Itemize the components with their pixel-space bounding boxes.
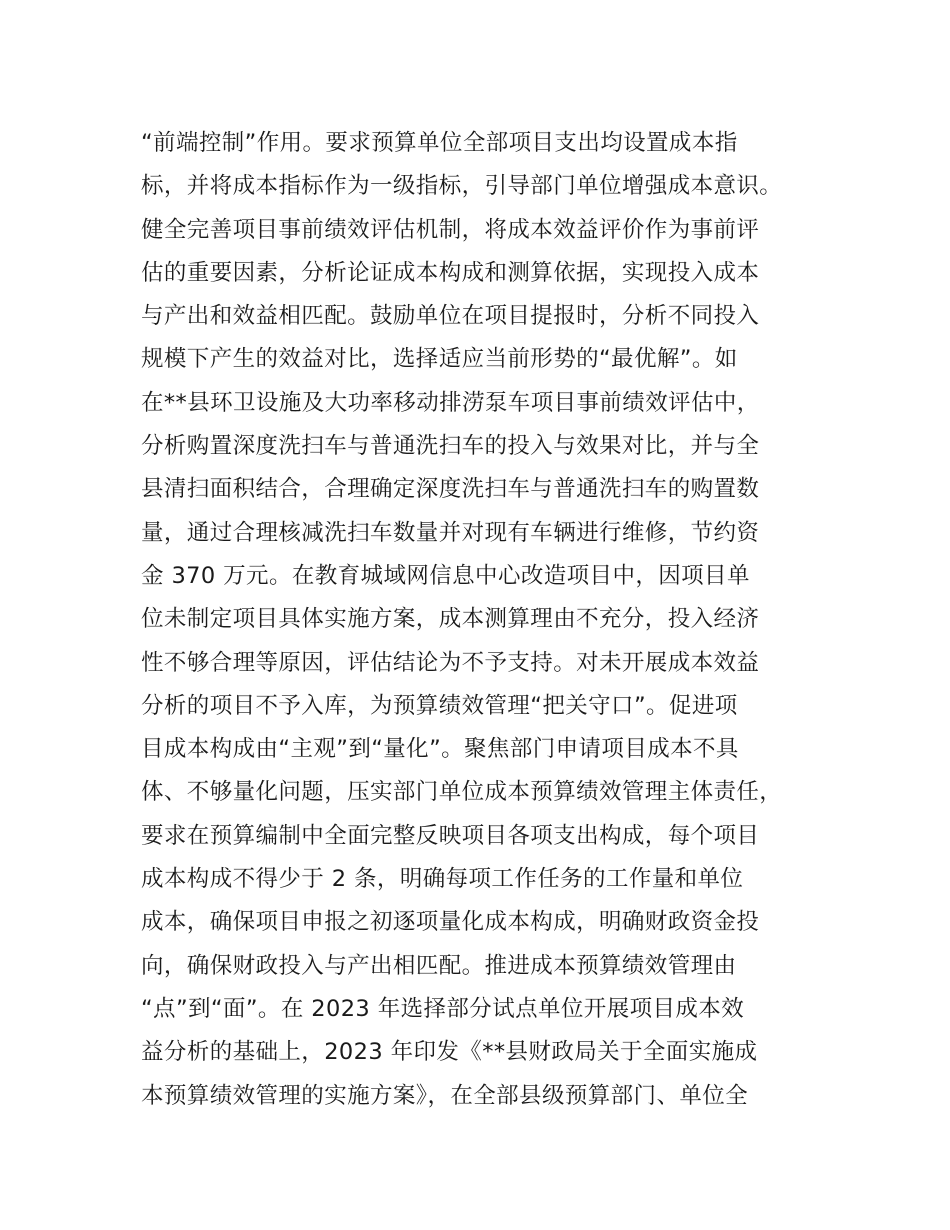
text-line: 成本构成不得少于 2 条，明确每项工作任务的工作量和单位 xyxy=(141,866,744,893)
text-line: 与产出和效益相匹配。鼓励单位在项目提报时，分析不同投入 xyxy=(141,303,760,330)
body-text xyxy=(141,122,841,1118)
text-line: 要求在预算编制中全面完整反映项目各项支出构成，每个项目 xyxy=(141,822,760,849)
text-line: 体、不够量化问题，压实部门单位成本预算绩效管理主体责任， xyxy=(141,779,783,806)
text-line: “点”到“面”。在 2023 年选择部分试点单位开展项目成本效 xyxy=(141,995,745,1022)
text-line: 规模下产生的效益对比，选择适应当前形势的“最优解”。如 xyxy=(141,346,738,373)
text-line: 健全完善项目事前绩效评估机制，将成本效益评价作为事前评 xyxy=(141,216,760,243)
text-line: 益分析的基础上，2023 年印发《**县财政局关于全面实施成 xyxy=(141,1039,758,1066)
text-line: 金 370 万元。在教育城域网信息中心改造项目中，因项目单 xyxy=(141,562,750,589)
text-line: 位未制定项目具体实施方案，成本测算理由不充分，投入经济 xyxy=(141,606,760,633)
text-line: 县清扫面积结合，合理确定深度洗扫车与普通洗扫车的购置数 xyxy=(141,476,760,503)
text-line: 标，并将成本指标作为一级指标，引导部门单位增强成本意识。 xyxy=(141,173,783,200)
text-line: 向，确保财政投入与产出相匹配。推进成本预算绩效管理由 xyxy=(141,952,737,979)
text-line: 目成本构成由“主观”到“量化”。聚焦部门申请项目成本不具 xyxy=(141,736,739,763)
text-line: 性不够合理等原因，评估结论为不予支持。对未开展成本效益 xyxy=(141,649,760,676)
text-line: “前端控制”作用。要求预算单位全部项目支出均设置成本指 xyxy=(141,130,738,156)
text-line: 成本，确保项目申报之初逐项量化成本构成，明确财政资金投 xyxy=(141,909,760,936)
text-line: 分析购置深度洗扫车与普通洗扫车的投入与效果对比，并与全 xyxy=(141,433,760,460)
text-line: 量，通过合理核减洗扫车数量并对现有车辆进行维修，节约资 xyxy=(141,519,760,546)
text-line: 估的重要因素，分析论证成本构成和测算依据，实现投入成本 xyxy=(141,259,760,286)
text-line: 本预算绩效管理的实施方案》，在全部县级预算部门、单位全 xyxy=(141,1082,749,1109)
text-line: 分析的项目不予入库，为预算绩效管理“把关守口”。促进项 xyxy=(141,692,738,719)
text-line: 在**县环卫设施及大功率移动排涝泵车项目事前绩效评估中， xyxy=(141,389,760,416)
